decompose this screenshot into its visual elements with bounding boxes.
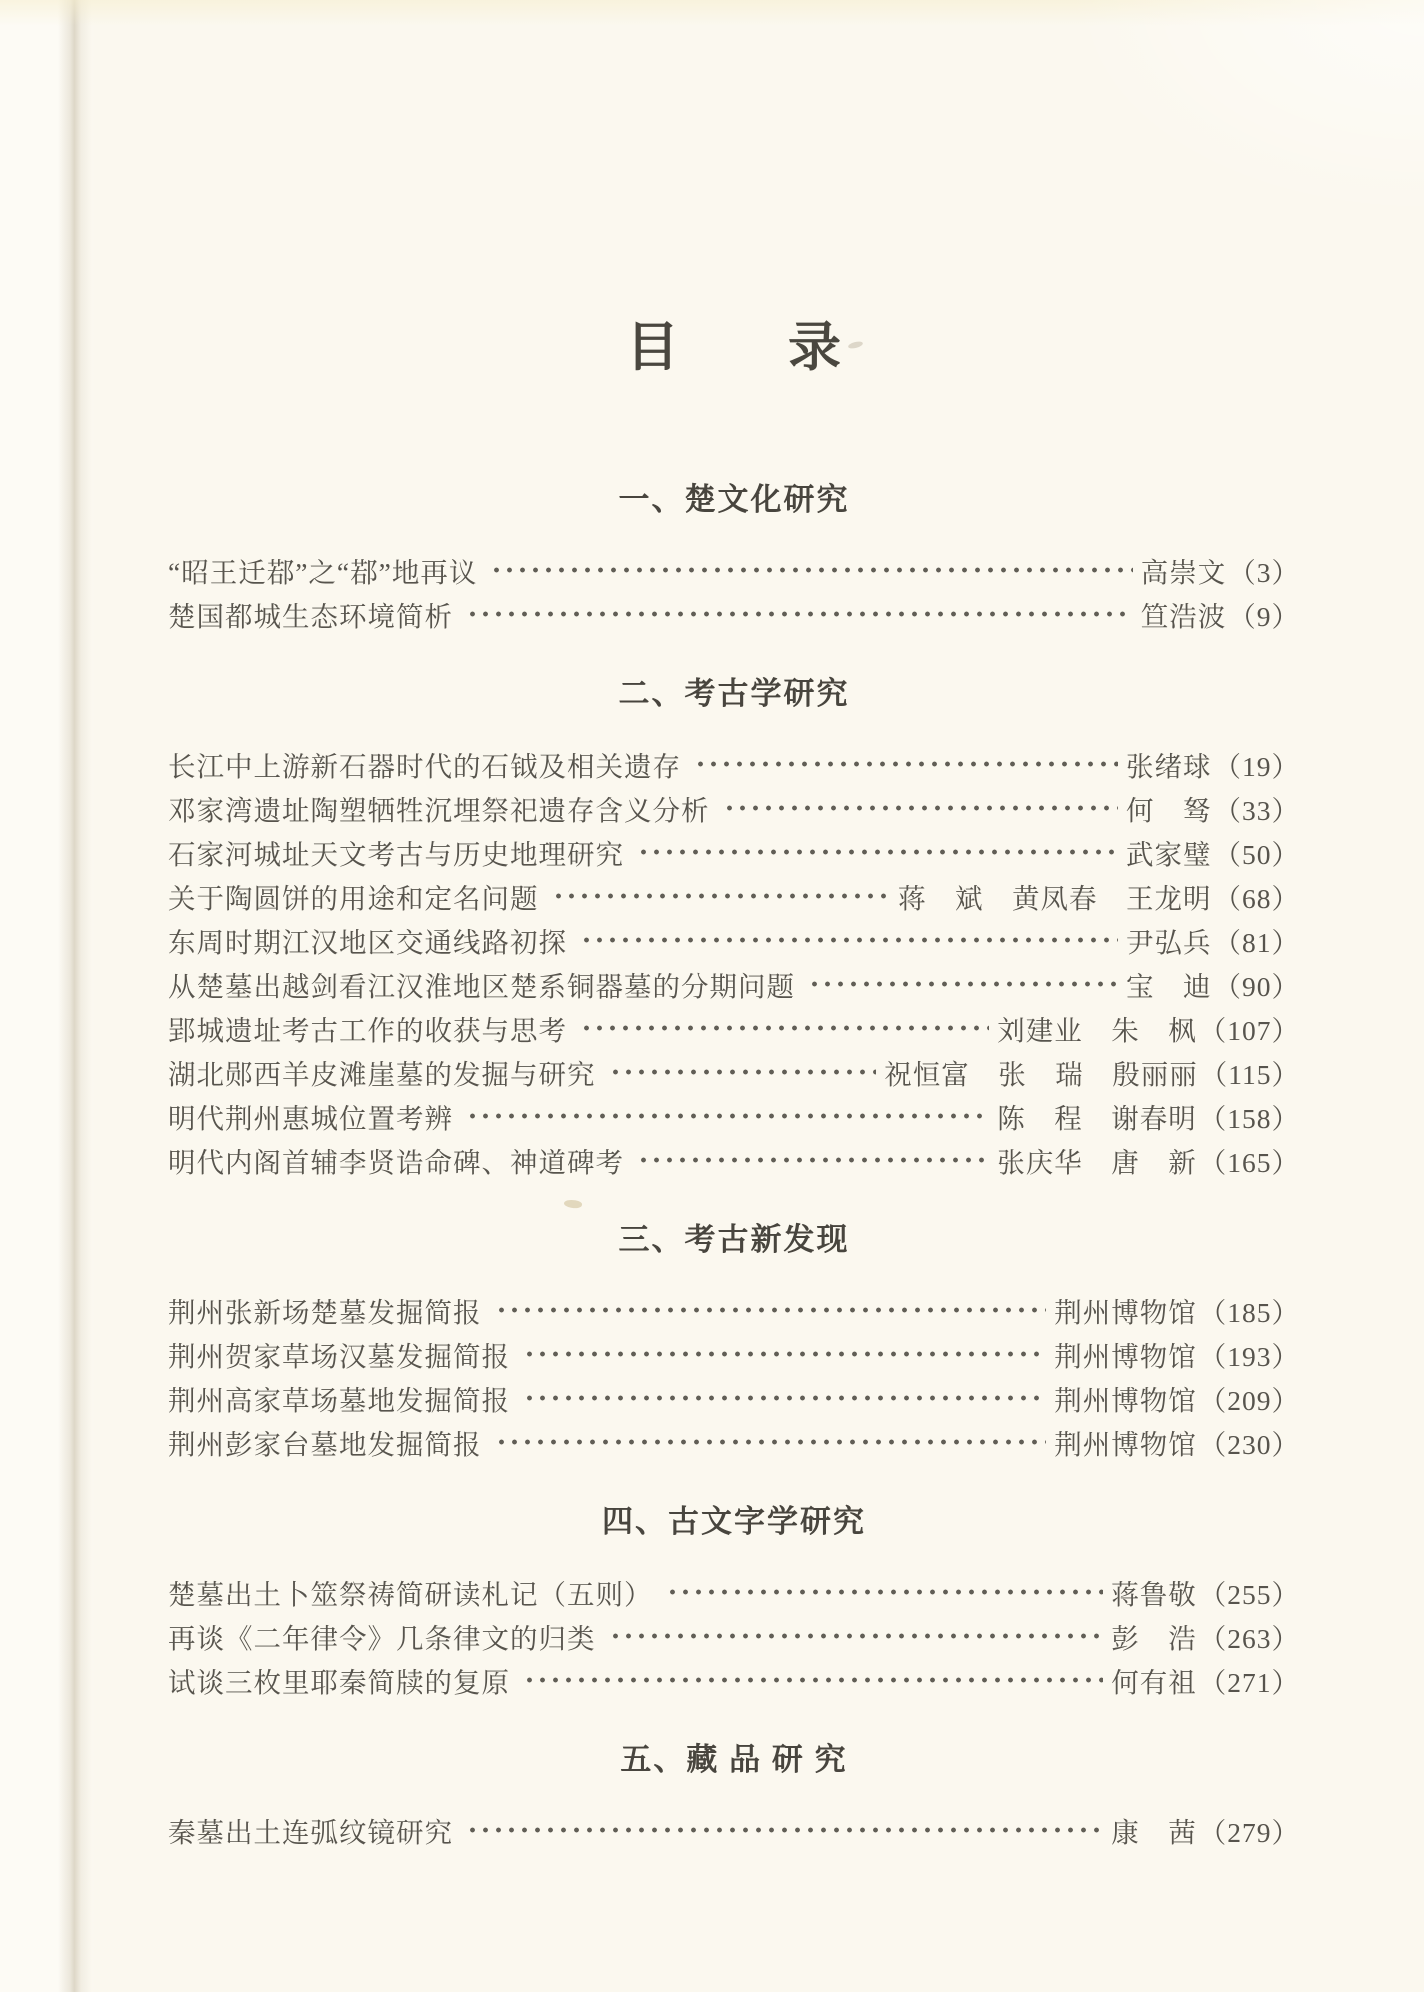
page-edge-shadow bbox=[58, 0, 92, 1992]
toc-entry bbox=[168, 1288, 1300, 1332]
entry-title: “昭王迁鄀”之“鄀”地再议 bbox=[168, 557, 478, 588]
entry-page-number: （3） bbox=[1228, 557, 1300, 588]
entry-authors: 宝 迪 bbox=[1126, 971, 1212, 1002]
entry-page-number: （68） bbox=[1213, 883, 1300, 914]
dot-leader bbox=[577, 1006, 989, 1050]
section-heading-1: 一、楚文化研究 bbox=[618, 482, 850, 517]
entry-page-number: （279） bbox=[1198, 1817, 1300, 1848]
entry-page-number: （255） bbox=[1198, 1579, 1300, 1610]
dot-leader bbox=[487, 548, 1132, 592]
section-heading-5: 五、藏 品 研 究 bbox=[620, 1742, 848, 1777]
dot-leader bbox=[492, 1288, 1047, 1332]
dot-leader bbox=[805, 962, 1118, 1006]
dot-leader bbox=[520, 1376, 1046, 1420]
entry-page-number: （230） bbox=[1198, 1429, 1300, 1460]
entry-authors: 笪浩波 bbox=[1140, 601, 1227, 632]
entry-title: 荆州张新场楚墓发掘简报 bbox=[168, 1297, 482, 1328]
section-heading-4: 四、古文字学研究 bbox=[602, 1504, 866, 1539]
toc-entry bbox=[168, 918, 1300, 962]
entry-page-number: （165） bbox=[1198, 1147, 1300, 1178]
entry-authors: 荆州博物馆 bbox=[1054, 1297, 1197, 1328]
entry-title: 荆州贺家草场汉墓发掘简报 bbox=[168, 1341, 510, 1372]
dot-leader bbox=[463, 1094, 989, 1138]
entry-authors: 陈 程 谢春明 bbox=[997, 1103, 1197, 1134]
toc-entry bbox=[168, 742, 1300, 786]
dot-leader bbox=[663, 1570, 1104, 1614]
entry-authors: 荆州博物馆 bbox=[1054, 1385, 1197, 1416]
dot-leader bbox=[463, 1808, 1103, 1852]
page-title bbox=[168, 318, 1300, 378]
entry-title: 从楚墓出越剑看江汉淮地区楚系铜器墓的分期问题 bbox=[168, 971, 795, 1002]
entry-authors: 尹弘兵 bbox=[1126, 927, 1212, 958]
toc-entry bbox=[168, 830, 1300, 874]
entry-authors: 荆州博物馆 bbox=[1054, 1341, 1197, 1372]
toc-entry bbox=[168, 874, 1300, 918]
dot-leader bbox=[577, 918, 1118, 962]
entry-page-number: （19） bbox=[1213, 751, 1300, 782]
entry-title: 东周时期江汉地区交通线路初探 bbox=[168, 927, 567, 958]
entry-authors: 蒋 斌 黄凤春 王龙明 bbox=[898, 883, 1212, 914]
toc-entry bbox=[168, 1094, 1300, 1138]
entry-page-number: （209） bbox=[1198, 1385, 1300, 1416]
entry-title: 邓家湾遗址陶塑牺牲沉埋祭祀遗存含义分析 bbox=[168, 795, 710, 826]
toc-entry bbox=[168, 962, 1300, 1006]
entry-title: 荆州彭家台墓地发掘简报 bbox=[168, 1429, 482, 1460]
dot-leader bbox=[463, 592, 1133, 636]
entry-authors: 高崇文 bbox=[1140, 557, 1227, 588]
entry-title: 明代荆州惠城位置考辨 bbox=[168, 1103, 453, 1134]
entry-title: 荆州高家草场墓地发掘简报 bbox=[168, 1385, 510, 1416]
dot-leader bbox=[634, 1138, 989, 1182]
entry-authors: 张绪球 bbox=[1126, 751, 1212, 782]
entry-title: 秦墓出土连弧纹镜研究 bbox=[168, 1817, 453, 1848]
entry-authors: 张庆华 唐 新 bbox=[997, 1147, 1197, 1178]
entry-title: 长江中上游新石器时代的石钺及相关遗存 bbox=[168, 751, 681, 782]
title-char: 目 bbox=[626, 319, 680, 377]
entry-page-number: （81） bbox=[1213, 927, 1300, 958]
dot-leader bbox=[606, 1614, 1104, 1658]
entry-page-number: （271） bbox=[1198, 1667, 1300, 1698]
toc-entry bbox=[168, 1570, 1300, 1614]
dot-leader bbox=[520, 1332, 1046, 1376]
entry-authors: 彭 浩 bbox=[1111, 1623, 1197, 1654]
entry-page-number: （263） bbox=[1198, 1623, 1300, 1654]
entry-authors: 蒋鲁敬 bbox=[1111, 1579, 1197, 1610]
entry-title: 关于陶圆饼的用途和定名问题 bbox=[168, 883, 539, 914]
toc-entry bbox=[168, 1658, 1300, 1702]
entry-authors: 武家璧 bbox=[1126, 839, 1212, 870]
dot-leader bbox=[520, 1658, 1103, 1702]
entry-page-number: （115） bbox=[1199, 1059, 1300, 1090]
toc-entry bbox=[168, 1614, 1300, 1658]
entry-title: 楚墓出土卜筮祭祷简研读札记（五则） bbox=[168, 1579, 653, 1610]
section-heading-3: 三、考古新发现 bbox=[618, 1222, 850, 1257]
entry-authors: 何有祖 bbox=[1111, 1667, 1197, 1698]
entry-page-number: （90） bbox=[1213, 971, 1300, 1002]
entry-title: 试谈三枚里耶秦简牍的复原 bbox=[168, 1667, 510, 1698]
entry-authors: 康 茜 bbox=[1111, 1817, 1197, 1848]
entry-title: 石家河城址天文考古与历史地理研究 bbox=[168, 839, 624, 870]
entry-authors: 祝恒富 张 瑞 殷丽丽 bbox=[884, 1059, 1198, 1090]
entry-title: 楚国都城生态环境简析 bbox=[168, 601, 453, 632]
dot-leader bbox=[634, 830, 1118, 874]
toc-entry bbox=[168, 1138, 1300, 1182]
toc-entry bbox=[168, 1006, 1300, 1050]
entry-title: 郢城遗址考古工作的收获与思考 bbox=[168, 1015, 567, 1046]
dot-leader bbox=[492, 1420, 1047, 1464]
entry-title: 再谈《二年律令》几条律文的归类 bbox=[168, 1623, 596, 1654]
entry-page-number: （107） bbox=[1198, 1015, 1300, 1046]
entry-page-number: （185） bbox=[1198, 1297, 1300, 1328]
entry-page-number: （193） bbox=[1198, 1341, 1300, 1372]
entry-authors: 何 驽 bbox=[1126, 795, 1212, 826]
toc-entry bbox=[168, 1376, 1300, 1420]
entry-title: 湖北郧西羊皮滩崖墓的发掘与研究 bbox=[168, 1059, 596, 1090]
dot-leader bbox=[606, 1050, 877, 1094]
toc-entry bbox=[168, 548, 1300, 592]
title-char: 录 bbox=[788, 319, 842, 377]
toc-entry bbox=[168, 1332, 1300, 1376]
dot-leader bbox=[720, 786, 1119, 830]
toc-entry bbox=[168, 1808, 1300, 1852]
entry-authors: 刘建业 朱 枫 bbox=[997, 1015, 1197, 1046]
section-heading-2: 二、考古学研究 bbox=[618, 676, 850, 711]
toc-entry bbox=[168, 592, 1300, 636]
entry-authors: 荆州博物馆 bbox=[1054, 1429, 1197, 1460]
toc-entry bbox=[168, 786, 1300, 830]
dot-leader bbox=[549, 874, 891, 918]
toc-entry bbox=[168, 1420, 1300, 1464]
entry-title: 明代内阁首辅李贤诰命碑、神道碑考 bbox=[168, 1147, 624, 1178]
entry-page-number: （50） bbox=[1213, 839, 1300, 870]
dot-leader bbox=[691, 742, 1118, 786]
entry-page-number: （9） bbox=[1228, 601, 1300, 632]
toc-entry bbox=[168, 1050, 1300, 1094]
entry-page-number: （33） bbox=[1213, 795, 1300, 826]
entry-page-number: （158） bbox=[1198, 1103, 1300, 1134]
toc-page bbox=[168, 0, 1300, 1852]
